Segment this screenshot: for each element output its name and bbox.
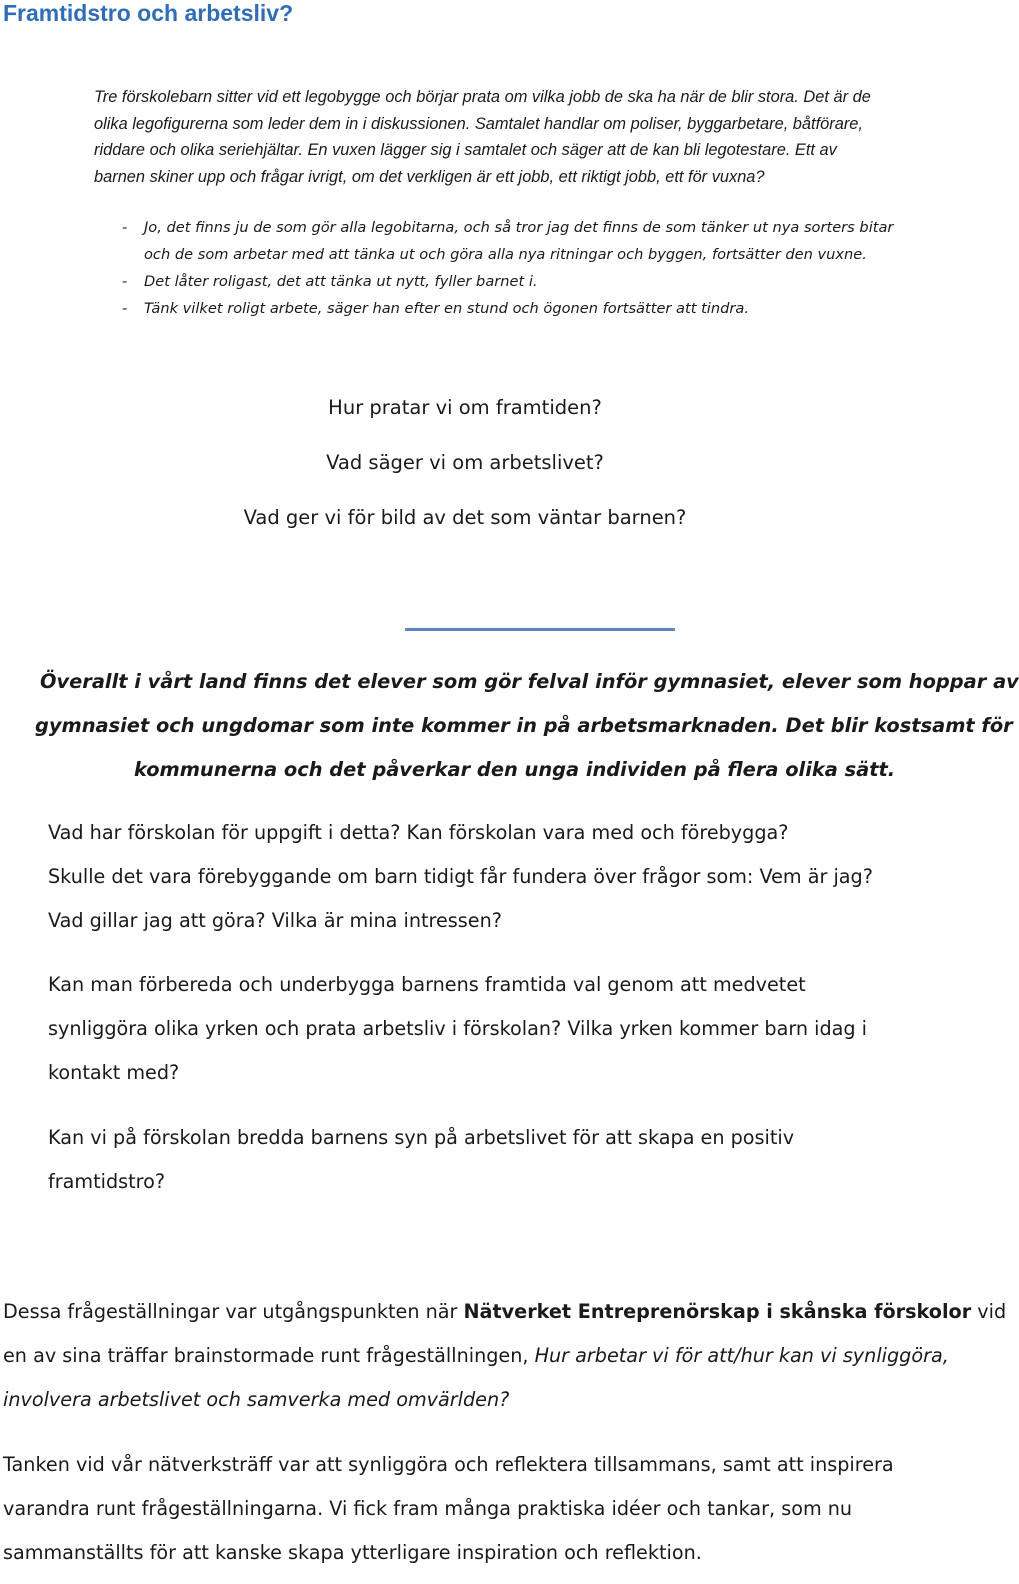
broaden-line: framtidstro? [48, 1170, 166, 1193]
question-line: Vad säger vi om arbetslivet? [326, 451, 604, 474]
dialogue-text: Jo, det finns ju de som gör alla legobitarna, och så tror jag det finns de som tänker ut nya sorters bitar [144, 219, 894, 236]
intro-line: barnen skiner upp och frågar ivrigt, om det verkligen är ett jobb, ett riktigt jobb, ett för vuxna? [94, 167, 765, 186]
closing-line: Tanken vid vår nätverksträff var att synliggöra och reflektera tillsammans, samt att inspirera [3, 1453, 894, 1476]
emphasis-line: kommunerna och det påverkar den unga individen på flera olika sätt. [134, 758, 896, 781]
network-line [3, 1344, 949, 1367]
broaden-line: Kan vi på förskolan bredda barnens syn på arbetslivet för att skapa en positiv [48, 1126, 795, 1149]
reflection-line: Vad har förskolan för uppgift i detta? Kan förskolan vara med och förebygga? [48, 821, 789, 844]
network-text: en av sina träffar brainstormade runt frågeställningen, [3, 1344, 535, 1367]
network-line [3, 1300, 1006, 1323]
reflection-line: Skulle det vara förebyggande om barn tidigt får fundera över frågor som: Vem är jag? [48, 865, 873, 888]
dash-bullet: - [122, 219, 128, 236]
closing-line: sammanställts för att kanske skapa ytterligare inspiration och reflektion. [3, 1541, 702, 1564]
intro-line: olika legofigurerna som leder dem in i diskussionen. Samtalet handlar om poliser, byggarbetare, båtförare, [94, 114, 863, 133]
reflection-line: Vad gillar jag att göra? Vilka är mina intressen? [48, 909, 502, 932]
network-question: Hur arbetar vi för att/hur kan vi synliggöra, [534, 1344, 949, 1367]
page-title: Framtidstro och arbetsliv? [3, 0, 294, 26]
dialogue-text: Det låter roligast, det att tänka ut nytt, fyller barnet i. [144, 273, 538, 290]
network-text: Dessa frågeställningar var utgångspunkten när [3, 1300, 464, 1323]
question-line: Hur pratar vi om framtiden? [328, 396, 602, 419]
emphasis-line: Överallt i vårt land finns det elever som gör felval inför gymnasiet, elever som hoppar av [40, 670, 1019, 693]
dialogue-text: och de som arbetar med att tänka ut och göra alla nya ritningar och byggen, fortsätter den vuxne. [144, 246, 867, 263]
prepare-line: kontakt med? [48, 1061, 180, 1084]
prepare-line: synliggöra olika yrken och prata arbetsliv i förskolan? Vilka yrken kommer barn idag i [48, 1017, 868, 1040]
prepare-line: Kan man förbereda och underbygga barnens framtida val genom att medvetet [48, 973, 806, 996]
intro-line: riddare och olika seriehjältar. En vuxen lägger sig i samtalet och säger att de kan bli legotestare. Ett av [94, 141, 837, 159]
dash-bullet: - [122, 300, 128, 317]
dialogue-text: Tänk vilket roligt arbete, säger han efter en stund och ögonen fortsätter att tindra. [144, 300, 749, 317]
network-text: vid [971, 1300, 1007, 1323]
divider-line [405, 628, 675, 631]
question-line: Vad ger vi för bild av det som väntar barnen? [243, 506, 687, 529]
closing-line: varandra runt frågeställningarna. Vi fick fram många praktiska idéer och tankar, som nu [3, 1497, 853, 1520]
dash-bullet: - [122, 273, 128, 290]
network-name: Nätverket Entreprenörskap i skånska förskolor [463, 1300, 972, 1323]
intro-line: Tre förskolebarn sitter vid ett legobygge och börjar prata om vilka jobb de ska ha när de blir stora. Det är de [94, 88, 871, 106]
emphasis-line: gymnasiet och ungdomar som inte kommer in på arbetsmarknaden. Det blir kostsamt för [35, 714, 1013, 737]
intro-paragraph [94, 84, 954, 190]
network-question: involvera arbetslivet och samverka med omvärlden? [3, 1388, 510, 1411]
